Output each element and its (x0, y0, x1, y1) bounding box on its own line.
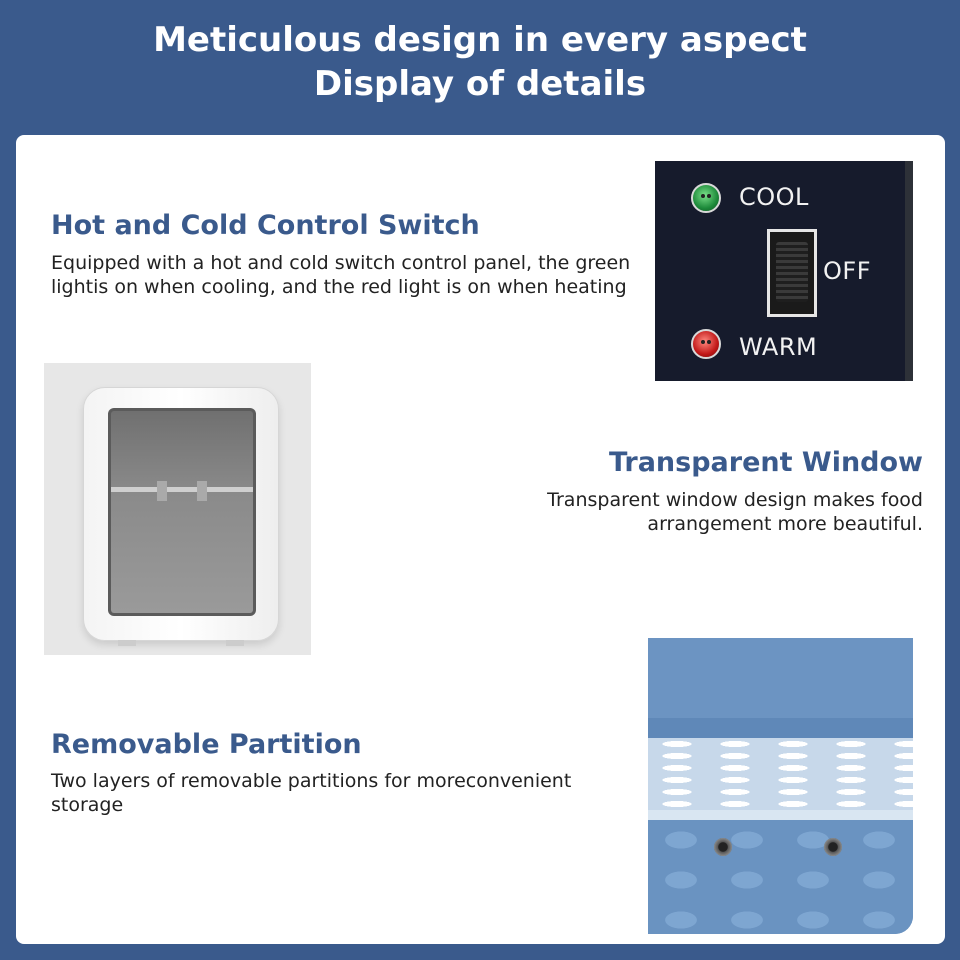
fridge-body-icon (83, 387, 279, 641)
details-card (16, 135, 945, 944)
cool-label: COOL (739, 183, 809, 211)
feature-desc-transparent-window: Transparent window design makes food arrangement more beautiful. (547, 489, 923, 535)
screw-icon (824, 838, 842, 856)
mini-fridge-image (44, 363, 311, 655)
rocker-switch-icon (767, 229, 817, 317)
control-panel-image (655, 161, 913, 381)
red-indicator-light-icon (691, 329, 721, 359)
green-indicator-light-icon (691, 183, 721, 213)
vented-shelf (648, 738, 913, 810)
partition-image (648, 638, 913, 934)
header-title-line1: Meticulous design in every aspect (153, 20, 807, 60)
off-label: OFF (823, 257, 871, 285)
warm-label: WARM (739, 333, 818, 361)
header-title-line2: Display of details (313, 64, 647, 104)
screw-icon (714, 838, 732, 856)
header (0, 18, 960, 106)
feature-title-removable-partition: Removable Partition (51, 729, 362, 760)
feature-title-transparent-window: Transparent Window (608, 447, 923, 478)
feature-desc-control-switch: Equipped with a hot and cold switch control panel, the green lightis on when cooling, and the red light is on when heating (51, 252, 631, 298)
feature-title-control-switch: Hot and Cold Control Switch (51, 210, 480, 241)
panel-edge (905, 161, 913, 381)
feature-desc-removable-partition: Two layers of removable partitions for moreconvenient storage (51, 770, 572, 816)
transparent-window (108, 408, 256, 616)
